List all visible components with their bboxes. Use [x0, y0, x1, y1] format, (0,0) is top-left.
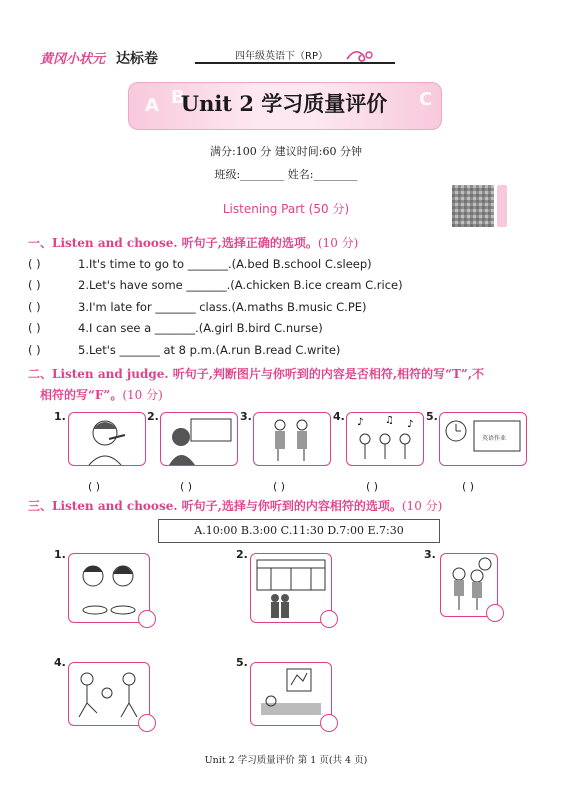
svg-text:♫: ♫ [385, 415, 394, 426]
picture-clock-homework [439, 412, 527, 466]
section2-score: (10 分) [122, 388, 163, 402]
item-number: 2. [147, 410, 159, 423]
page-footer: Unit 2 学习质量评价 第 1 页(共 4 页) [204, 755, 368, 766]
swirl-icon [345, 45, 373, 65]
answer-circle[interactable] [138, 610, 156, 628]
section2-title2: 相符的写“F”。 [40, 388, 123, 402]
picture-kids-singing [346, 412, 424, 466]
answer-paren[interactable]: ( ) [273, 480, 286, 493]
question-2 [28, 278, 403, 292]
section3-title [28, 497, 442, 514]
answer-paren[interactable]: ( ) [88, 480, 101, 493]
picture-boy-brushing-teeth [68, 412, 146, 466]
item-number: 2. [236, 548, 248, 561]
listening-heading: Listening Part (50 分) [222, 202, 350, 216]
item-number: 3. [240, 410, 252, 423]
section3-score: (10 分) [401, 499, 443, 513]
banner-letter-c: C [419, 89, 433, 110]
item-number: 4. [333, 410, 345, 423]
section3-title-text: 三、Listen and choose. 听句子,选择与你听到的内容相符的选项。 [28, 499, 402, 513]
section1-title-text: 一、Listen and choose. 听句子,选择正确的选项。 [28, 236, 318, 250]
time-options-box: A.10:00 B.3:00 C.11:30 D.7:00 E.7:30 [158, 519, 440, 543]
item-number: 1. [54, 410, 66, 423]
question-text: 5.Let's _______ at 8 p.m.(A.run B.read C.write) [78, 343, 341, 357]
banner-letter-a: A [145, 95, 159, 116]
answer-paren[interactable]: ( ) [28, 278, 41, 292]
question-text: 2.Let's have some _______.(A.chicken B.ice cream C.rice) [78, 278, 403, 292]
question-1 [28, 257, 372, 271]
item-number: 5. [236, 656, 248, 669]
answer-paren[interactable]: ( ) [462, 480, 475, 493]
question-text: 1.It's time to go to _______.(A.bed B.school C.sleep) [78, 257, 372, 271]
series-name: 达标卷 [116, 51, 158, 67]
answer-paren[interactable]: ( ) [180, 480, 193, 493]
answer-paren[interactable]: ( ) [28, 343, 41, 357]
answer-paren[interactable]: ( ) [366, 480, 379, 493]
banner-letter-b: B [171, 87, 185, 108]
class-name-line: 班级:________ 姓名:________ [214, 168, 358, 181]
section1-title [28, 234, 358, 251]
picture-kids-eating [68, 553, 150, 623]
item-number: 3. [424, 548, 436, 561]
page-title: Unit 2 学习质量评价 [180, 91, 388, 116]
svg-text:♪: ♪ [407, 419, 414, 430]
question-text: 3.I'm late for _______ class.(A.maths B.music C.PE) [78, 300, 367, 314]
svg-text:♪: ♪ [357, 417, 364, 428]
item-number: 5. [426, 410, 438, 423]
picture-two-kids [253, 412, 331, 466]
picture-person-sleeping [250, 662, 332, 726]
answer-circle[interactable] [320, 714, 338, 732]
answer-paren[interactable]: ( ) [28, 257, 41, 271]
question-text: 4.I can see a _______.(A.girl B.bird C.nurse) [78, 321, 323, 335]
section2-title: 二、Listen and judge. 听句子,判断图片与你听到的内容是否相符,相符的写“T”,不 [28, 367, 485, 381]
homework-board-text: 英语作业 [482, 435, 507, 442]
brand-logo: 黄冈小状元 [40, 52, 106, 67]
answer-circle[interactable] [486, 604, 504, 622]
question-4 [28, 321, 323, 335]
picture-kids-football [68, 662, 150, 726]
answer-paren[interactable]: ( ) [28, 300, 41, 314]
answer-circle[interactable] [320, 610, 338, 628]
score-time-line: 满分:100 分 建议时间:60 分钟 [210, 145, 362, 158]
grade-label: 四年级英语下（RP） [235, 51, 328, 62]
picture-person-clock [160, 412, 238, 466]
answer-paren[interactable]: ( ) [28, 321, 41, 335]
question-3 [28, 300, 367, 314]
answer-circle[interactable] [138, 714, 156, 732]
item-number: 1. [54, 548, 66, 561]
item-number: 4. [54, 656, 66, 669]
section2-title-line2 [40, 386, 163, 403]
picture-school-building [250, 553, 332, 623]
question-5 [28, 343, 340, 357]
section1-score: (10 分) [317, 236, 359, 250]
